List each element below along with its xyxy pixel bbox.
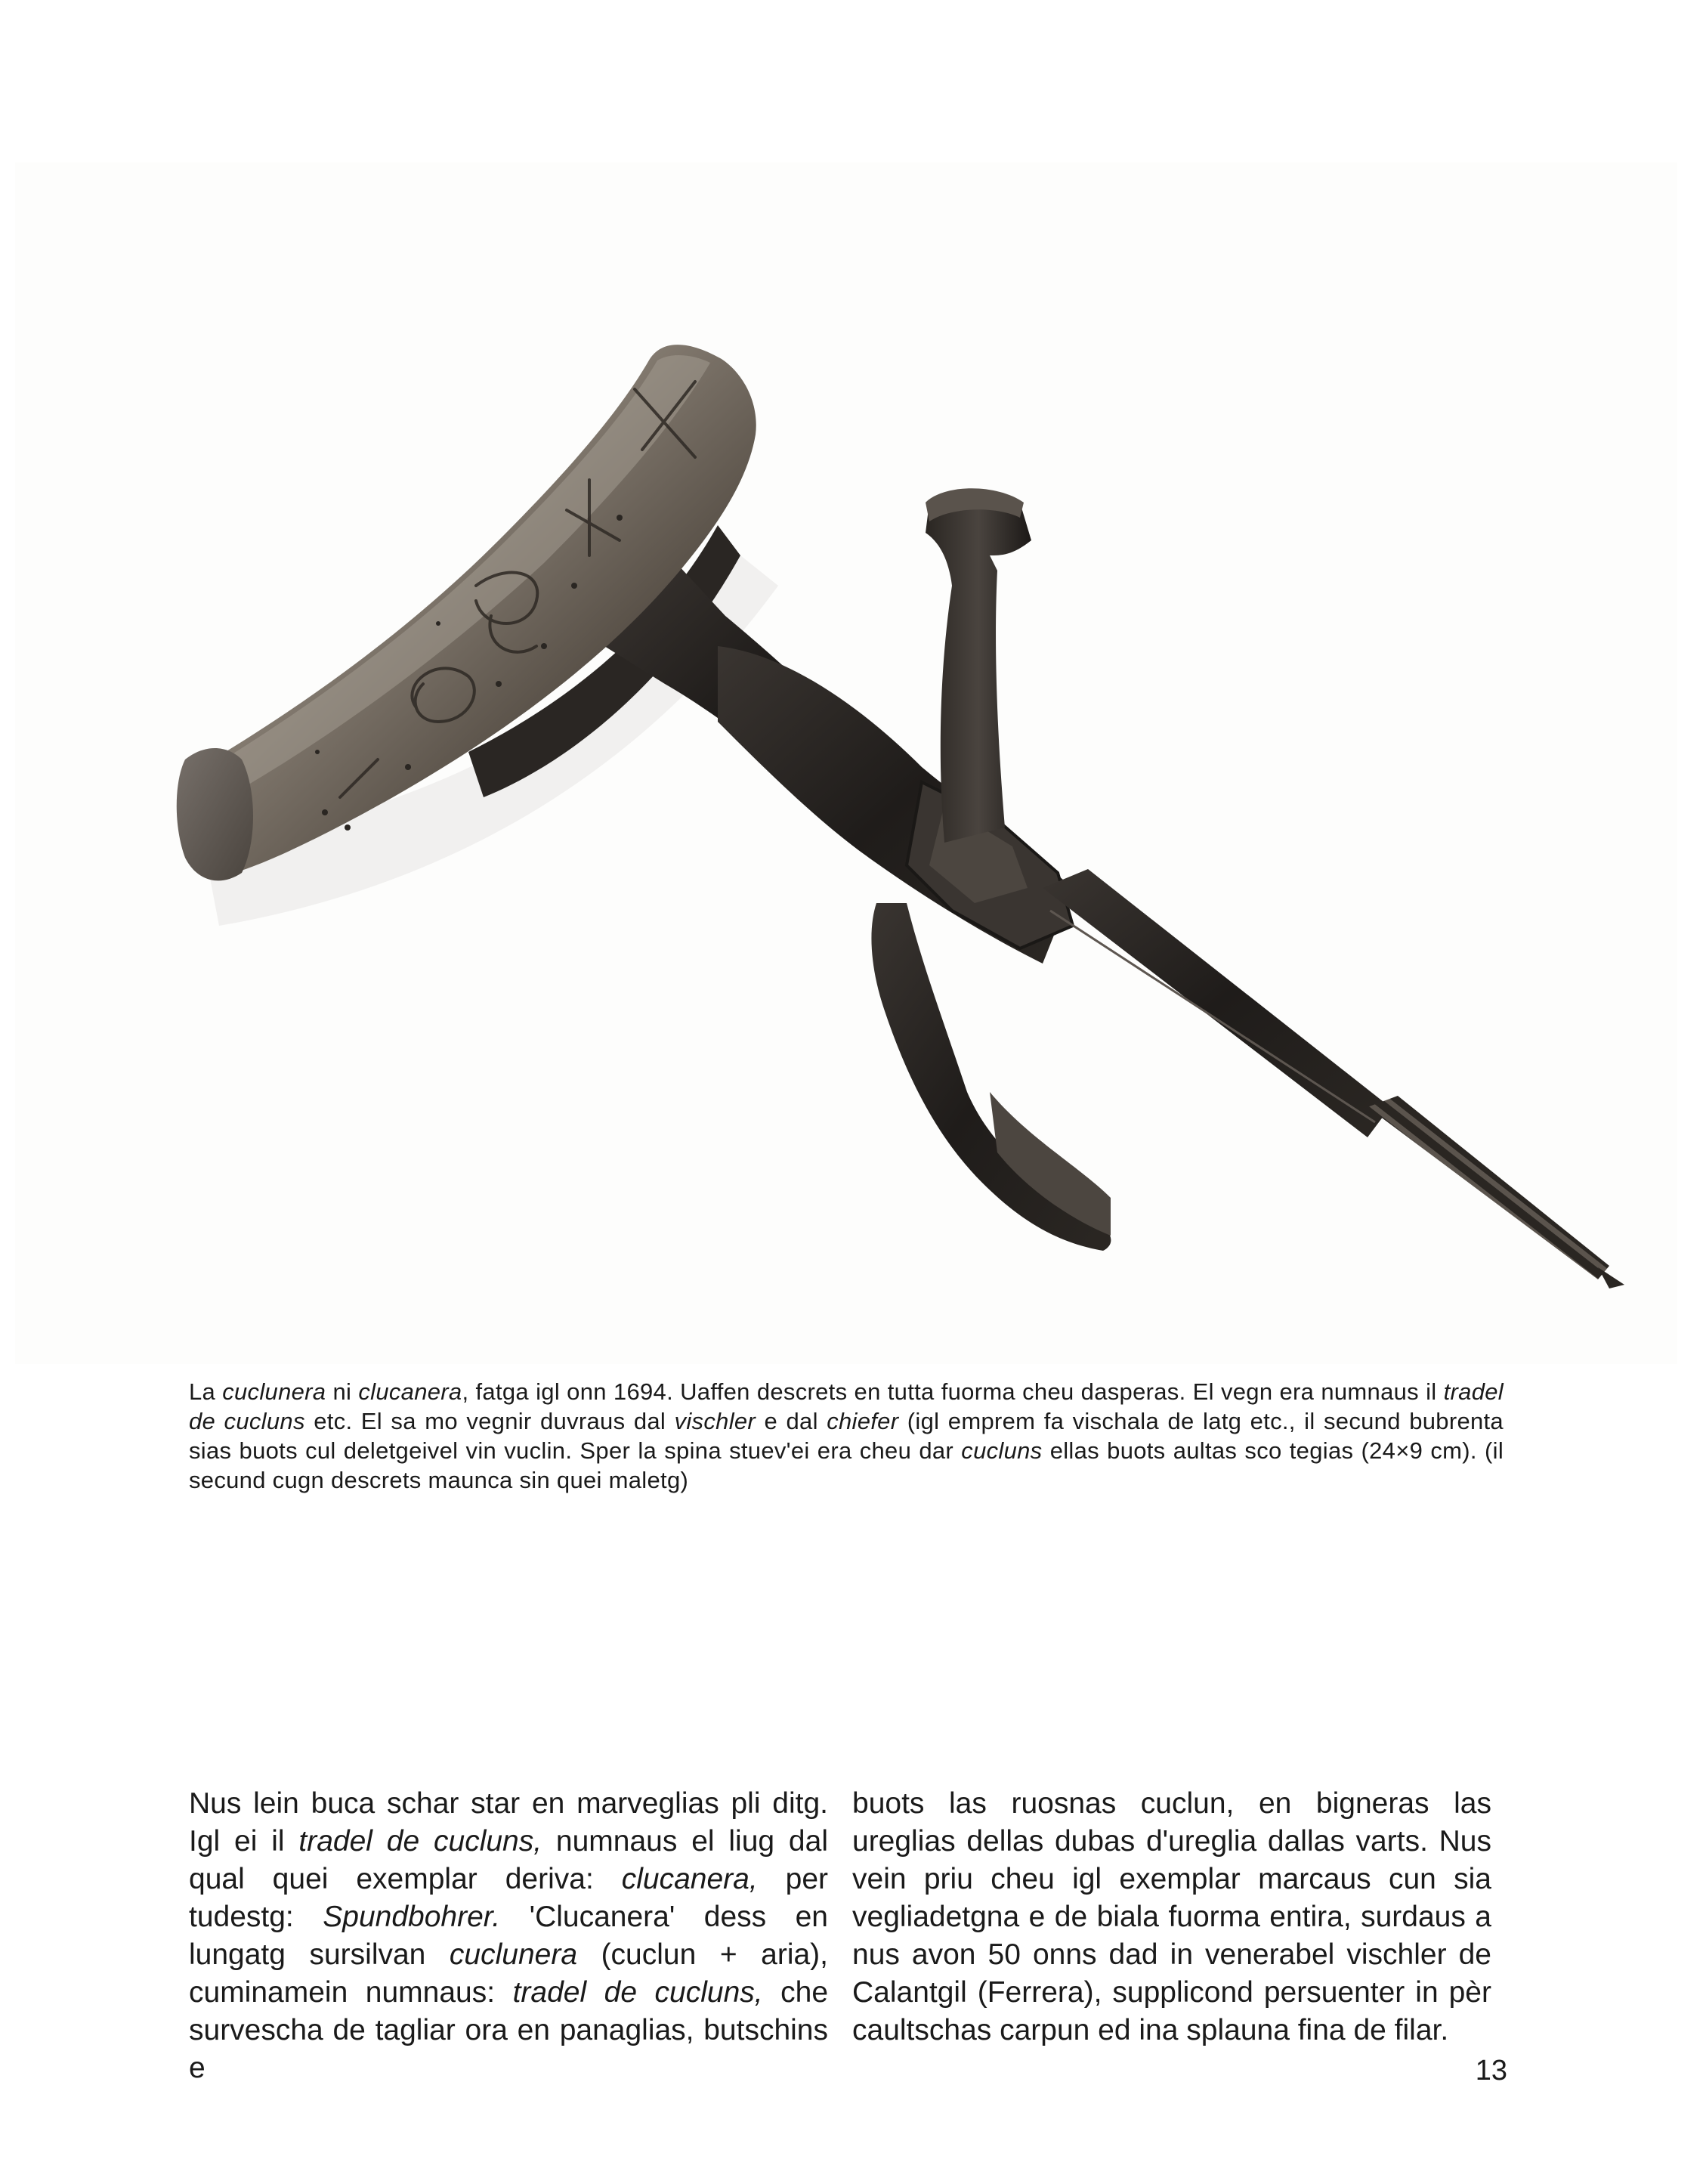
term-cucluns: cucluns — [961, 1437, 1043, 1464]
term-tradel-de-cucluns: tradel de cucluns, — [512, 1976, 763, 2009]
body-column-right — [852, 1785, 1491, 2049]
body-column-left — [189, 1785, 828, 2087]
term-chiefer: chiefer — [827, 1408, 899, 1434]
spundbohrer-auger-photo — [15, 162, 1677, 1364]
term-vischler: vischler — [674, 1408, 756, 1434]
auger-photograph — [15, 162, 1677, 1364]
term-clucanera: clucanera — [358, 1378, 462, 1405]
term-cuclunera: cuclunera — [449, 1938, 578, 1971]
term-tradel-de-cucluns: tradel de cucluns, — [298, 1825, 542, 1858]
term-tradel-de-cucluns: tradel de cucluns — [189, 1378, 1504, 1434]
term-clucanera: clucanera, — [621, 1863, 758, 1895]
term-spundbohrer: Spundbohrer. — [323, 1901, 501, 1933]
right-column-paragraph: buots las ruosnas cuclun, en bigneras las ureglias dellas dubas d'ureglia dallas varts. Nus vein priu cheu igl exemplar marcaus cun sia vegliadetgna e de biala fuorma entira, surdaus a nus avon 50 onns dad in venerabel vischler de Calantgil (Ferrera), supplicond persuenter in pèr caultschas carpun ed ina splauna fina de filar. — [852, 1787, 1491, 2046]
page-number: 13 — [1475, 2055, 1507, 2087]
caption-text: La cuclunera ni clucanera, fatga igl onn 1694. Uaffen descrets en tutta fuorma cheu dasperas. El vegn era numnaus il tradel de cucluns etc. El sa mo vegnir duvraus dal vischler e dal chiefer (igl emprem fa vischala de latg etc., il secund bubrenta sias buots cul deletgeivel vin vuclin. Sper la spina stuev'ei era cheu dar cucluns ellas buots aultas sco tegias (24×9 cm). (il secund cugn descrets maunca sin quei maletg) — [189, 1378, 1504, 1493]
term-cuclunera: cuclunera — [222, 1378, 326, 1405]
left-column-paragraph: Nus lein buca schar star en marveglias pli ditg. Igl ei il tradel de cucluns, numnaus el liug dal qual quei exemplar deriva: clucanera, per tudestg: Spundbohrer. 'Clucanera' dess en lungatg sursilvan cuclunera (cuclun + aria), cuminamein numnaus: tradel de cucluns, che survescha de tagliar ora en panaglias, butschins e — [189, 1787, 829, 2084]
figure-caption — [189, 1377, 1504, 1495]
